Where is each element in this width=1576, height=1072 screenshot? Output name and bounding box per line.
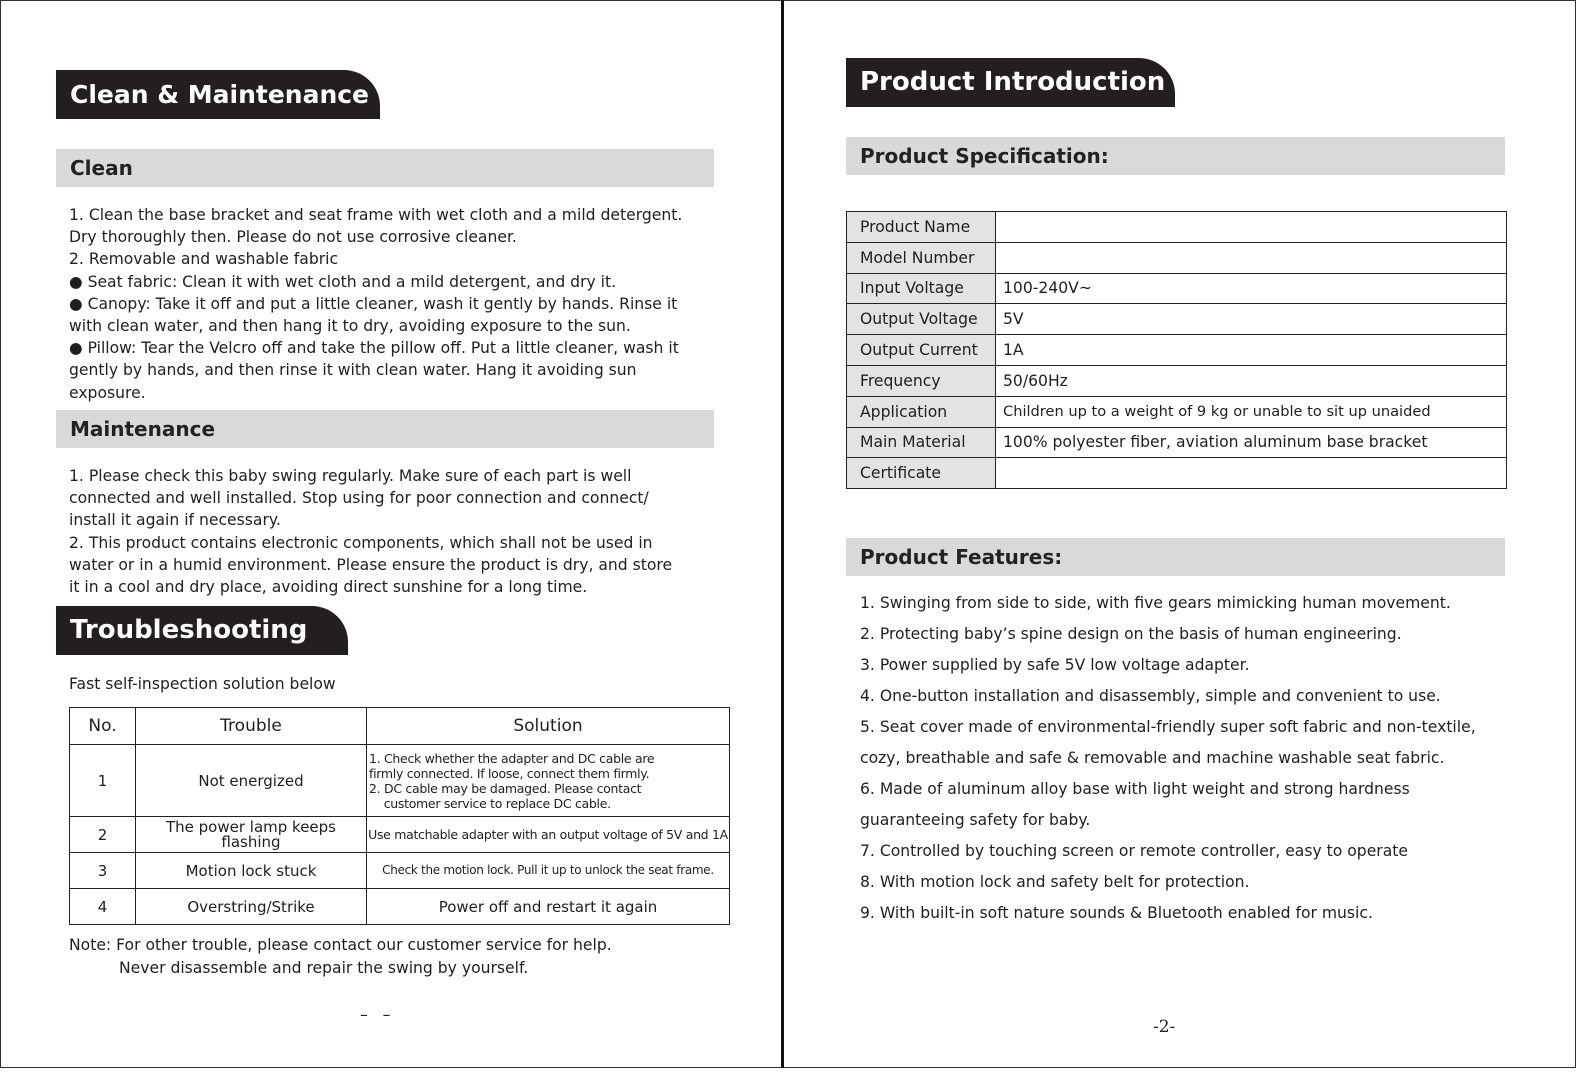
troubleshooting-table (69, 707, 730, 925)
solution-line: customer service to replace DC cable. (369, 795, 611, 811)
spec-label: Frequency (847, 365, 996, 396)
spec-label: Model Number (847, 242, 996, 273)
maintenance-line: 1. Please check this baby swing regularly. Make sure of each part is well (69, 467, 632, 485)
row-trouble: Motion lock stuck (136, 853, 367, 889)
solution-line: firmly connected. If loose, connect them firmly. (369, 765, 650, 781)
maintenance-heading: Maintenance (56, 410, 714, 448)
spec-value: 5V (996, 304, 1507, 335)
header-solution: Solution (367, 708, 730, 745)
row-no: 2 (70, 817, 136, 853)
feature-line: 6. Made of aluminum alloy base with light weight and strong hardness (860, 780, 1410, 798)
spec-value: 50/60Hz (996, 365, 1507, 396)
feature-line: 8. With motion lock and safety belt for protection. (860, 873, 1250, 891)
spec-row (847, 335, 1507, 366)
feature-line: 2. Protecting baby’s spine design on the basis of human engineering. (860, 625, 1402, 643)
product-specification-heading: Product Specification: (846, 137, 1505, 175)
header-no: No. (70, 708, 136, 745)
solution-line: 1. Check whether the adapter and DC cable are (369, 750, 655, 766)
table-row (70, 817, 730, 853)
clean-line: with clean water, and then hang it to dry, avoiding exposure to the sun. (69, 317, 631, 336)
spec-value: 100-240V~ (996, 273, 1507, 304)
specification-table (846, 211, 1507, 489)
feature-line: 5. Seat cover made of environmental-friendly super soft fabric and non-textile, (860, 718, 1476, 736)
clean-line: ● Pillow: Tear the Velcro off and take the pillow off. Put a little cleaner, wash it (69, 339, 679, 358)
row-trouble: Not energized (136, 745, 367, 817)
feature-line: 1. Swinging from side to side, with five gears mimicking human movement. (860, 594, 1451, 612)
row-solution (367, 745, 730, 817)
spec-row (847, 365, 1507, 396)
spec-row (847, 458, 1507, 489)
spec-label: Application (847, 396, 996, 427)
row-no: 3 (70, 853, 136, 889)
spec-row (847, 427, 1507, 458)
clean-line: Dry thoroughly then. Please do not use corrosive cleaner. (69, 228, 517, 247)
row-no: 4 (70, 889, 136, 925)
feature-line: cozy, breathable and safe & removable and machine washable seat fabric. (860, 749, 1445, 767)
maintenance-line: it in a cool and dry place, avoiding direct sunshine for a long time. (69, 578, 588, 597)
spec-value (996, 458, 1507, 489)
row-trouble: Overstring/Strike (136, 889, 367, 925)
troubleshooting-intro: Fast self-inspection solution below (69, 675, 336, 693)
spec-row (847, 212, 1507, 243)
row-no: 1 (70, 745, 136, 817)
solution-line: 2. DC cable may be damaged. Please contact (369, 780, 642, 796)
trouble-line: flashing (221, 832, 281, 851)
spec-label: Main Material (847, 427, 996, 458)
clean-heading: Clean (56, 149, 714, 187)
clean-line: ● Seat fabric: Clean it with wet cloth and a mild detergent, and dry it. (69, 272, 617, 291)
feature-line: 9. With built-in soft nature sounds & Bluetooth enabled for music. (860, 904, 1373, 922)
table-row (70, 853, 730, 889)
spec-label: Output Current (847, 335, 996, 366)
maintenance-line: connected and well installed. Stop using for poor connection and connect/ (69, 489, 649, 508)
table-header-row (70, 708, 730, 745)
feature-line: 3. Power supplied by safe 5V low voltage adapter. (860, 656, 1250, 674)
clean-line: 1. Clean the base bracket and seat frame with wet cloth and a mild detergent. (69, 206, 683, 224)
maintenance-line: water or in a humid environment. Please ensure the product is dry, and store (69, 555, 673, 574)
trouble-line: The power lamp keeps (165, 817, 336, 836)
spec-row (847, 304, 1507, 335)
table-row (70, 889, 730, 925)
spec-row (847, 273, 1507, 304)
row-solution: Use matchable adapter with an output voltage of 5V and 1A (367, 817, 730, 853)
product-features-heading: Product Features: (846, 538, 1505, 576)
product-introduction-title: Product Introduction (846, 58, 1175, 107)
feature-line: 7. Controlled by touching screen or remote controller, easy to operate (860, 842, 1408, 860)
left-page-number: – – (360, 1006, 391, 1024)
spec-row (847, 396, 1507, 427)
spec-label: Certificate (847, 458, 996, 489)
table-row (70, 745, 730, 817)
spec-label: Product Name (847, 212, 996, 243)
spec-value: Children up to a weight of 9 kg or unable to sit up unaided (996, 396, 1507, 427)
feature-line: 4. One-button installation and disassembly, simple and convenient to use. (860, 687, 1441, 705)
clean-line: exposure. (69, 383, 146, 402)
clean-maintenance-title: Clean & Maintenance (56, 70, 380, 119)
clean-line: ● Canopy: Take it off and put a little cleaner, wash it gently by hands. Rinse it (69, 294, 678, 313)
spec-label: Input Voltage (847, 273, 996, 304)
maintenance-line: 2. This product contains electronic components, which shall not be used in (69, 533, 653, 552)
maintenance-line: install it again if necessary. (69, 511, 281, 530)
right-page-number: -2- (1153, 1017, 1176, 1037)
clean-line: 2. Removable and washable fabric (69, 250, 339, 269)
note-line-1: Note: For other trouble, please contact our customer service for help. (69, 936, 612, 954)
clean-text (69, 204, 682, 404)
spec-value (996, 242, 1507, 273)
spec-value: 1A (996, 335, 1507, 366)
clean-line: gently by hands, and then rinse it with clean water. Hang it avoiding sun (69, 361, 637, 380)
row-trouble (136, 817, 367, 853)
spec-value: 100% polyester fiber, aviation aluminum base bracket (996, 427, 1507, 458)
features-list (860, 588, 1476, 929)
troubleshooting-title: Troubleshooting (56, 606, 348, 655)
spec-row (847, 242, 1507, 273)
row-solution: Check the motion lock. Pull it up to unlock the seat frame. (367, 853, 730, 889)
maintenance-text (69, 465, 672, 598)
header-trouble: Trouble (136, 708, 367, 745)
note-line-2: Never disassemble and repair the swing by yourself. (119, 959, 529, 977)
row-solution: Power off and restart it again (367, 889, 730, 925)
feature-line: guaranteeing safety for baby. (860, 811, 1091, 829)
spec-label: Output Voltage (847, 304, 996, 335)
spec-value (996, 212, 1507, 243)
